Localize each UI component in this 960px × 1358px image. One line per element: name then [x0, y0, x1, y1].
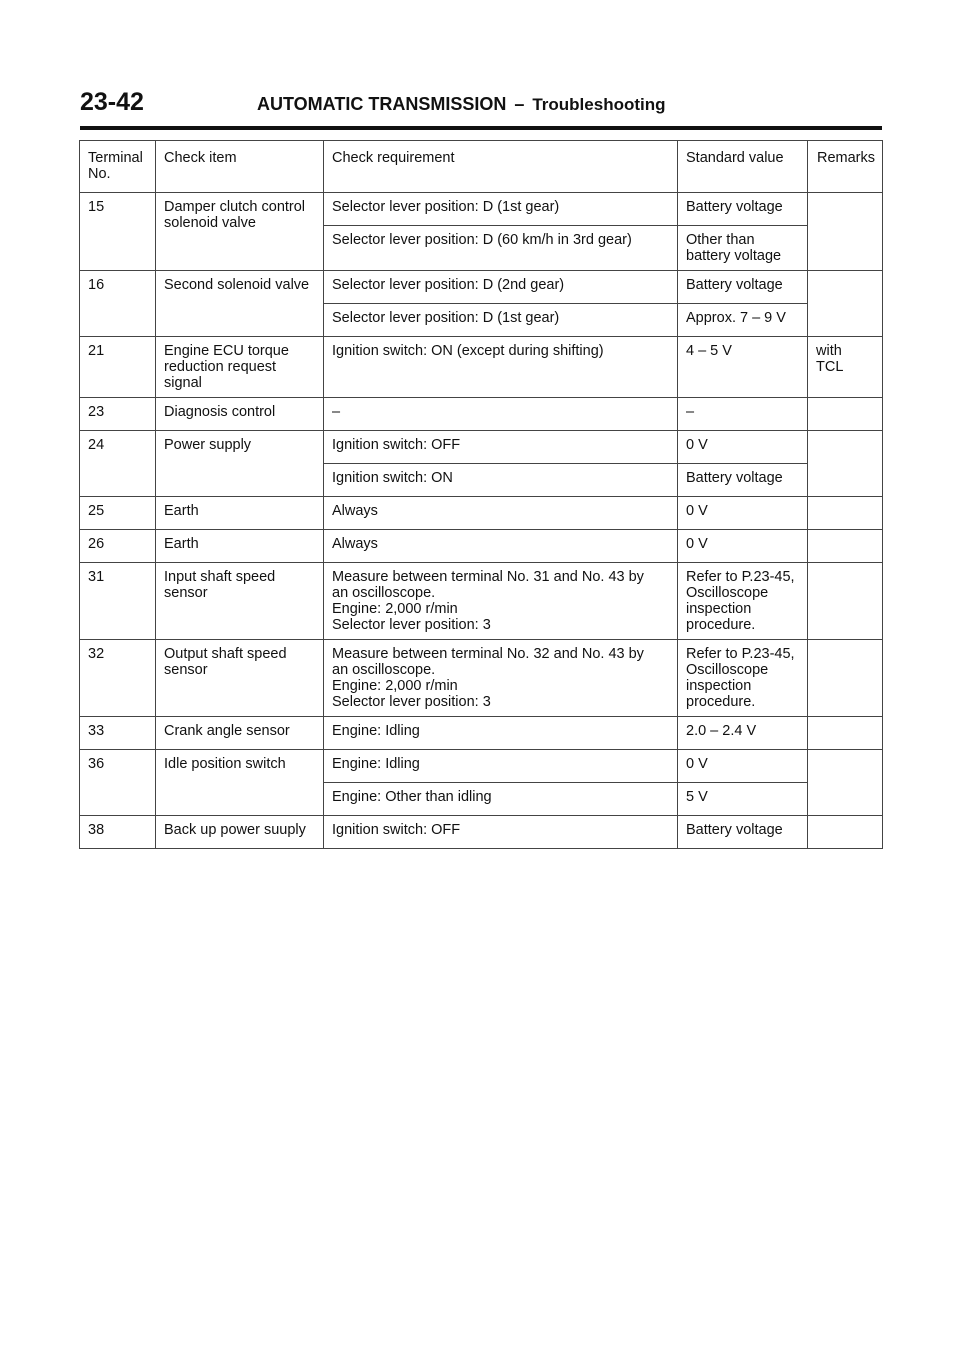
header-check-item: Check item — [156, 141, 324, 193]
cell-check-requirement: Selector lever position: D (1st gear) — [324, 304, 678, 337]
cell-check-item: Earth — [156, 497, 324, 530]
cell-check-item: Output shaft speed sensor — [156, 640, 324, 717]
cell-terminal: 32 — [80, 640, 156, 717]
header-remarks: Remarks — [808, 141, 883, 193]
cell-remarks: with TCL — [808, 337, 883, 398]
cell-standard-value: 0 V — [678, 530, 808, 563]
cell-remarks — [808, 271, 883, 337]
cell-standard-value: Other than battery voltage — [678, 226, 808, 271]
cell-remarks — [808, 563, 883, 640]
cell-terminal: 15 — [80, 193, 156, 271]
cell-terminal: 38 — [80, 816, 156, 849]
cell-standard-value: Refer to P.23-45, Oscilloscope inspection procedure. — [678, 640, 808, 717]
section-subtitle: Troubleshooting — [532, 95, 666, 114]
cell-standard-value: Battery voltage — [678, 816, 808, 849]
cell-remarks — [808, 640, 883, 717]
terminal-check-table — [79, 140, 883, 849]
cell-check-requirement: – — [324, 398, 678, 431]
cell-check-requirement: Engine: Idling — [324, 717, 678, 750]
cell-check-requirement: Measure between terminal No. 32 and No. 43 by an oscilloscope. Engine: 2,000 r/min Selector lever position: 3 — [324, 640, 678, 717]
table-row — [80, 431, 883, 464]
cell-terminal: 16 — [80, 271, 156, 337]
cell-terminal: 24 — [80, 431, 156, 497]
cell-check-item: Second solenoid valve — [156, 271, 324, 337]
cell-check-requirement: Ignition switch: OFF — [324, 816, 678, 849]
table-header-row — [80, 141, 883, 193]
page-header — [80, 86, 882, 130]
table-row — [80, 750, 883, 783]
table-row — [80, 530, 883, 563]
cell-check-item: Earth — [156, 530, 324, 563]
page-title — [257, 94, 666, 115]
cell-remarks — [808, 530, 883, 563]
cell-check-item: Damper clutch control solenoid valve — [156, 193, 324, 271]
table-row — [80, 816, 883, 849]
cell-standard-value: 5 V — [678, 783, 808, 816]
header-check-requirement: Check requirement — [324, 141, 678, 193]
cell-terminal: 23 — [80, 398, 156, 431]
page-number: 23-42 — [80, 88, 144, 116]
cell-standard-value: 0 V — [678, 750, 808, 783]
cell-check-requirement: Measure between terminal No. 31 and No. 43 by an oscilloscope. Engine: 2,000 r/min Selector lever position: 3 — [324, 563, 678, 640]
cell-remarks — [808, 717, 883, 750]
cell-standard-value: – — [678, 398, 808, 431]
table-row — [80, 193, 883, 226]
cell-terminal: 26 — [80, 530, 156, 563]
cell-check-requirement: Engine: Other than idling — [324, 783, 678, 816]
cell-check-item: Diagnosis control — [156, 398, 324, 431]
cell-remarks — [808, 497, 883, 530]
table-row — [80, 337, 883, 398]
cell-standard-value: Battery voltage — [678, 193, 808, 226]
table-row — [80, 497, 883, 530]
cell-standard-value: Refer to P.23-45, Oscilloscope inspection procedure. — [678, 563, 808, 640]
cell-check-requirement: Selector lever position: D (1st gear) — [324, 193, 678, 226]
cell-check-item: Back up power suuply — [156, 816, 324, 849]
cell-check-item: Idle position switch — [156, 750, 324, 816]
cell-remarks — [808, 750, 883, 816]
table-row — [80, 398, 883, 431]
cell-terminal: 25 — [80, 497, 156, 530]
cell-standard-value: 4 – 5 V — [678, 337, 808, 398]
table-row — [80, 271, 883, 304]
cell-check-requirement: Selector lever position: D (2nd gear) — [324, 271, 678, 304]
cell-remarks — [808, 431, 883, 497]
cell-remarks — [808, 193, 883, 271]
table-row — [80, 563, 883, 640]
section-title: AUTOMATIC TRANSMISSION — [257, 94, 507, 114]
cell-remarks — [808, 816, 883, 849]
table-row — [80, 717, 883, 750]
header-terminal: Terminal No. — [80, 141, 156, 193]
table-row — [80, 640, 883, 717]
cell-check-requirement: Engine: Idling — [324, 750, 678, 783]
cell-terminal: 36 — [80, 750, 156, 816]
header-standard-value: Standard value — [678, 141, 808, 193]
cell-check-requirement: Ignition switch: OFF — [324, 431, 678, 464]
title-separator: – — [514, 94, 525, 114]
cell-check-requirement: Selector lever position: D (60 km/h in 3rd gear) — [324, 226, 678, 271]
cell-check-item: Engine ECU torque reduction request signal — [156, 337, 324, 398]
cell-terminal: 21 — [80, 337, 156, 398]
cell-check-requirement: Always — [324, 497, 678, 530]
cell-check-item: Crank angle sensor — [156, 717, 324, 750]
cell-terminal: 33 — [80, 717, 156, 750]
cell-check-item: Power supply — [156, 431, 324, 497]
cell-remarks — [808, 398, 883, 431]
cell-check-item: Input shaft speed sensor — [156, 563, 324, 640]
cell-standard-value: 0 V — [678, 497, 808, 530]
cell-standard-value: 0 V — [678, 431, 808, 464]
cell-standard-value: 2.0 – 2.4 V — [678, 717, 808, 750]
cell-check-requirement: Ignition switch: ON (except during shifting) — [324, 337, 678, 398]
cell-check-requirement: Ignition switch: ON — [324, 464, 678, 497]
cell-check-requirement: Always — [324, 530, 678, 563]
cell-standard-value: Battery voltage — [678, 271, 808, 304]
cell-terminal: 31 — [80, 563, 156, 640]
cell-standard-value: Battery voltage — [678, 464, 808, 497]
cell-standard-value: Approx. 7 – 9 V — [678, 304, 808, 337]
